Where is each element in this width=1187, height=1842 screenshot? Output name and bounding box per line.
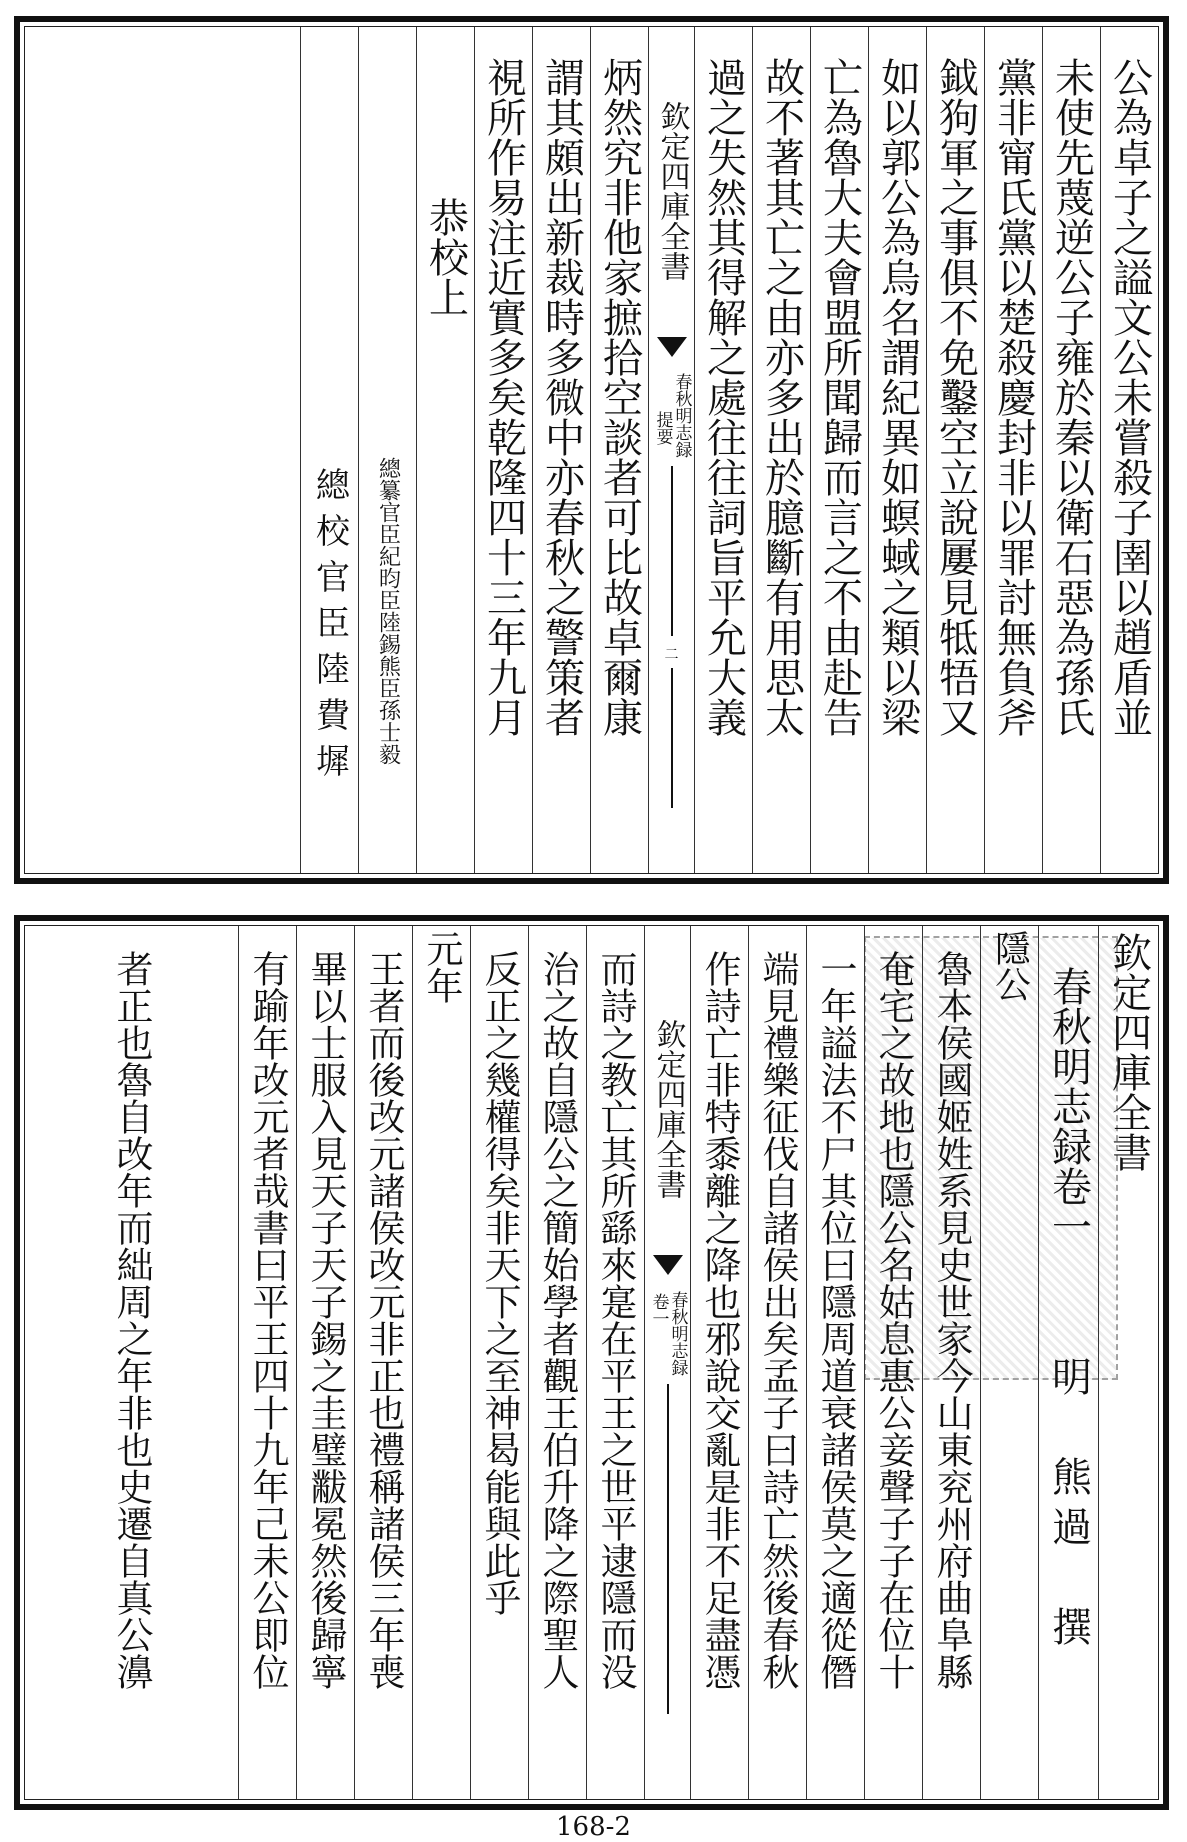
duke-heading: 隱公: [989, 930, 1031, 1002]
text-column: [868, 27, 926, 873]
text-column: [586, 926, 644, 1799]
column-text: 王者而後改元諸侯改元非正也禮稱諸侯三年喪: [362, 950, 405, 1690]
fold-book-title: 春秋明志録: [671, 372, 692, 458]
column-text: 謂其頗出新裁時多微中亦春秋之警策者: [538, 57, 585, 737]
text-column: [416, 27, 474, 873]
column-text: 魯本侯國姬姓系見史世家今山東兖州府曲阜縣: [930, 950, 973, 1690]
text-column: [748, 926, 806, 1799]
year-heading: 元年: [420, 930, 463, 1004]
column-text: 鉞狗軍之事俱不免鑿空立說屢見牴牾又: [932, 57, 979, 737]
text-column: [354, 926, 412, 1799]
juan-one-page: [14, 915, 1169, 1810]
column-text: 亡為魯大夫會盟所聞歸而言之不由赴告: [816, 57, 863, 737]
text-column: [1042, 27, 1100, 873]
fold-line: [671, 466, 673, 636]
header-column: [1098, 926, 1158, 1799]
column-text: 故不著其亡之由亦多出於臆斷有用思太: [758, 57, 805, 737]
tiyao-columns: [25, 27, 1158, 873]
text-column: [532, 27, 590, 873]
text-column: [590, 27, 648, 873]
column-text: 視所作易注近實多矣乾隆四十三年九月: [480, 57, 527, 737]
proofreader-line: 總校官臣陸費墀: [309, 467, 350, 789]
proofreader-column: [300, 27, 358, 873]
title-column: [1038, 926, 1098, 1799]
fold-book-title: 春秋明志録: [667, 1291, 688, 1376]
text-column: [1100, 27, 1158, 873]
text-column: [810, 27, 868, 873]
fold-line: [671, 668, 673, 808]
column-text: 過之失然其得解之處往往詞旨平允大義: [700, 57, 747, 737]
book-title: 春秋明志録卷一: [1045, 966, 1092, 1246]
text-column: [238, 926, 296, 1799]
column-text: 有踰年改元者哉書曰平王四十九年己未公即位: [246, 950, 289, 1690]
column-text: 公為卓子之謚文公未嘗殺子圉以趙盾並: [1106, 57, 1153, 737]
fold-section: 提要: [652, 410, 673, 445]
column-text: 作詩亡非特黍離之降也邪說交亂是非不足盡憑: [698, 950, 741, 1690]
text-column: [474, 27, 532, 873]
text-column: [412, 926, 470, 1799]
fold-meta: [654, 373, 690, 458]
column-text: 奄宅之故地也隱公名姑息惠公妾聲子子在位十: [872, 950, 915, 1690]
page-fold-banxin: [644, 926, 690, 1799]
text-column: [984, 27, 1042, 873]
header-title: 欽定四庫全書: [1105, 932, 1152, 1172]
blank-column: [25, 27, 300, 873]
fishtail-mark: [653, 1255, 683, 1285]
editors-line: 總纂官臣紀昀臣陸錫熊臣孫士毅: [375, 457, 401, 765]
text-column: [926, 27, 984, 873]
page-fold-banxin: [648, 27, 694, 873]
column-text: 畢以士服入見天子天子錫之圭璧黻冕然後歸寧: [304, 950, 347, 1690]
author-line: 明 熊過 撰: [1045, 1356, 1092, 1656]
column-text: 反正之幾權得矣非天下之至神曷能與此乎: [478, 950, 521, 1616]
text-column: [296, 926, 354, 1799]
text-column: [690, 926, 748, 1799]
fold-title: 欽定四庫全書: [654, 100, 690, 281]
text-column: [806, 926, 864, 1799]
column-text: 炳然究非他家摭拾空談者可比故卓爾康: [596, 57, 643, 737]
page-number-footer: 168-2: [556, 1812, 631, 1842]
column-text: 一年謚法不尸其位曰隱周道衰諸侯莫之適從僭: [814, 950, 857, 1690]
fishtail-mark: [657, 337, 687, 367]
column-text: 如以郭公為烏名謂紀異如螟蜮之類以梁: [874, 57, 921, 737]
tiyao-page: [14, 16, 1169, 884]
editors-column: [358, 27, 416, 873]
fold-title: 欽定四庫全書: [650, 1019, 686, 1199]
fold-line: [667, 1384, 669, 1714]
fold-page-number: 二: [664, 646, 679, 663]
text-column: [694, 27, 752, 873]
text-column: [528, 926, 586, 1799]
column-text: 恭校上: [422, 197, 469, 317]
text-column: [470, 926, 528, 1799]
text-column: [752, 27, 810, 873]
text-column: [25, 926, 238, 1799]
column-text: 者正也魯自改年而絀周之年非也史遷自真公濞: [110, 950, 153, 1690]
text-column: [922, 926, 980, 1799]
column-text: 治之故自隱公之簡始學者觀王伯升降之際聖人: [536, 950, 579, 1690]
column-text: 而詩之教亡其所繇來寔在平王之世平逮隱而没: [594, 950, 637, 1690]
fold-meta: [650, 1291, 686, 1376]
column-text: 黨非甯氏黨以楚殺慶封非以罪討無負斧: [990, 57, 1037, 737]
fold-section: 卷一: [648, 1293, 669, 1327]
column-text: 端見禮樂征伐自諸侯出矣孟子曰詩亡然後春秋: [756, 950, 799, 1690]
text-column: [864, 926, 922, 1799]
text-column: [980, 926, 1038, 1799]
column-text: 未使先蔑逆公子雍於秦以衛石惡為孫氏: [1048, 57, 1095, 737]
juan-one-columns: [25, 926, 1158, 1799]
